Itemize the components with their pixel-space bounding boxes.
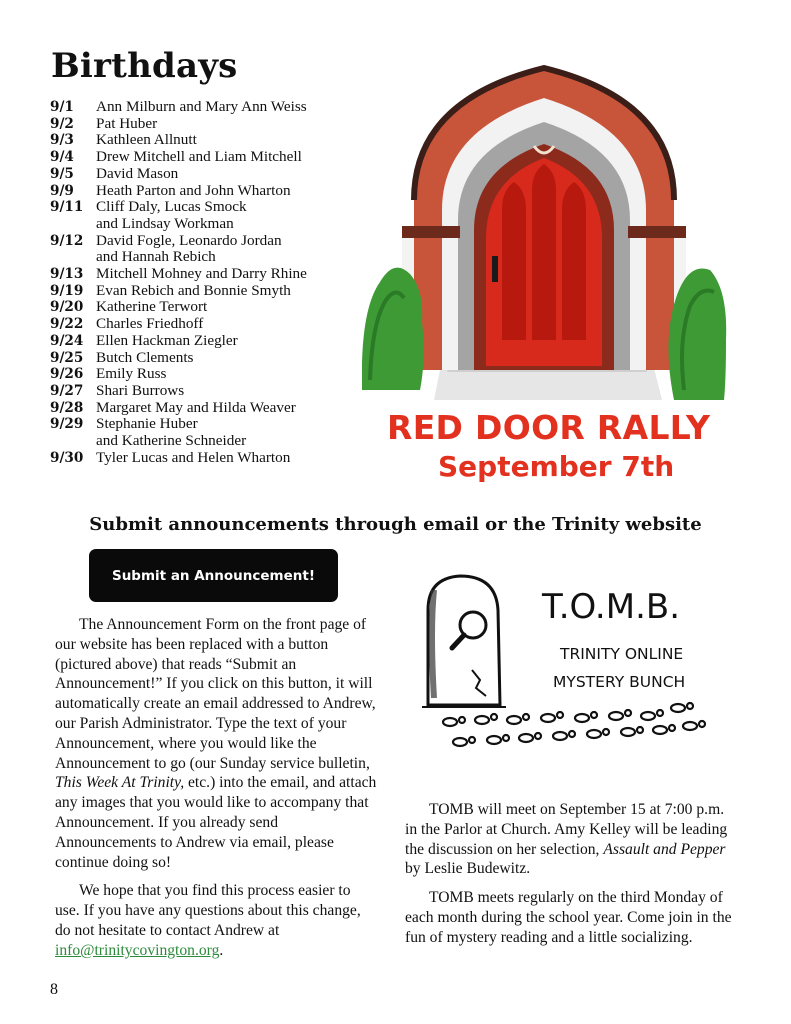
submit-announcement-button[interactable]: Submit an Announcement! bbox=[89, 549, 338, 602]
birthday-names bbox=[96, 283, 370, 300]
announcement-paragraph-1: The Announcement Form on the front page of our website has been replaced with a button (pictured above) that reads “Submit an Announcement!” If you click on this button, it will automatically create an email addressed to Andrew, our Parish Administrator. Type the text of your Announcement, where you would like the Announcement to go (our Sunday service bulletin, This Week At Trinity, etc.) into the email, and attach any images that you would like to accompany that Announcement. If you already send Announcements to Andrew via email, please continue doing so! bbox=[55, 616, 377, 871]
tombstone bbox=[428, 576, 500, 705]
birthday-row bbox=[50, 199, 370, 232]
birthday-list bbox=[50, 99, 370, 466]
rally-date: September 7th bbox=[438, 450, 675, 483]
birthday-name-line: David Fogle, Leonardo Jordan bbox=[96, 231, 282, 249]
birthday-date: 9/28 bbox=[50, 399, 84, 416]
birthday-names bbox=[96, 183, 370, 200]
birthday-row bbox=[50, 333, 370, 350]
birthday-names bbox=[96, 199, 370, 232]
birthdays-title: Birthdays bbox=[51, 46, 238, 86]
announcement-paragraph-2: We hope that you find this process easier to use. If you have any questions about this change, do not hesitate to contact Andrew at info@trinitycovington.org. bbox=[55, 882, 361, 959]
birthday-date: 9/12 bbox=[50, 232, 84, 249]
birthday-row bbox=[50, 266, 370, 283]
birthday-date: 9/24 bbox=[50, 332, 84, 349]
birthday-row bbox=[50, 116, 370, 133]
birthday-names bbox=[96, 383, 370, 400]
birthday-name-line: and Katherine Schneider bbox=[96, 432, 247, 450]
birthday-names bbox=[96, 366, 370, 383]
birthday-date: 9/3 bbox=[50, 132, 74, 149]
birthday-name-line: Margaret May and Hilda Weaver bbox=[96, 398, 296, 416]
birthday-row bbox=[50, 400, 370, 417]
birthday-name-line: Butch Clements bbox=[96, 348, 194, 366]
birthday-row bbox=[50, 366, 370, 383]
tomb-logo-title: T.O.M.B. bbox=[542, 587, 681, 627]
birthday-names bbox=[96, 166, 370, 183]
birthday-name-line: Ellen Hackman Ziegler bbox=[96, 331, 238, 349]
birthday-names bbox=[96, 233, 370, 266]
birthday-row bbox=[50, 166, 370, 183]
birthday-names bbox=[96, 99, 370, 116]
birthday-date: 9/19 bbox=[50, 282, 84, 299]
birthday-row bbox=[50, 450, 370, 467]
birthday-row bbox=[50, 132, 370, 149]
birthday-name-line: Ann Milburn and Mary Ann Weiss bbox=[96, 98, 307, 115]
birthday-row bbox=[50, 299, 370, 316]
tomb-logo bbox=[420, 570, 720, 755]
birthday-name-line: Kathleen Allnutt bbox=[96, 131, 197, 149]
birthday-row bbox=[50, 350, 370, 367]
red-door-illustration bbox=[362, 60, 727, 405]
birthday-name-line: and Lindsay Workman bbox=[96, 214, 234, 232]
birthday-name-line: Shari Burrows bbox=[96, 381, 185, 399]
tomb-paragraph-2: TOMB meets regularly on the third Monday of each month during the school year. Come join in the fun of mystery reading and a little socializing. bbox=[405, 889, 732, 946]
birthday-date: 9/5 bbox=[50, 165, 74, 182]
right-ledge bbox=[628, 226, 686, 238]
tomb-logo-line-2: MYSTERY BUNCH bbox=[553, 673, 686, 691]
footprints bbox=[443, 703, 705, 746]
birthday-name-line: Stephanie Huber bbox=[96, 415, 198, 433]
announcements-heading: Submit announcements through email or the Trinity website bbox=[89, 514, 702, 535]
birthday-names bbox=[96, 450, 370, 467]
birthday-names bbox=[96, 299, 370, 316]
door-panel-left bbox=[502, 182, 526, 340]
birthday-date: 9/25 bbox=[50, 349, 84, 366]
door-panel-middle bbox=[532, 164, 556, 340]
tomb-body bbox=[405, 800, 735, 957]
birthday-names bbox=[96, 132, 370, 149]
birthday-date: 9/4 bbox=[50, 149, 74, 166]
birthday-date: 9/1 bbox=[50, 99, 74, 115]
birthday-names bbox=[96, 116, 370, 133]
door-handle bbox=[492, 256, 498, 282]
birthday-name-line: Evan Rebich and Bonnie Smyth bbox=[96, 281, 291, 299]
birthday-row bbox=[50, 316, 370, 333]
tomb-paragraph-1: TOMB will meet on September 15 at 7:00 p.m. in the Parlor at Church. Amy Kelley will be leading the discussion on her selection, Assault and Pepper by Leslie Budewitz. bbox=[405, 801, 728, 878]
birthday-date: 9/13 bbox=[50, 266, 84, 283]
birthday-name-line: Cliff Daly, Lucas Smock bbox=[96, 198, 247, 216]
tomb-logo-line-1: TRINITY ONLINE bbox=[560, 645, 684, 663]
birthday-name-line: David Mason bbox=[96, 164, 179, 182]
birthday-date: 9/9 bbox=[50, 182, 74, 199]
birthday-row bbox=[50, 283, 370, 300]
left-ledge bbox=[402, 226, 460, 238]
birthday-date: 9/20 bbox=[50, 299, 84, 316]
birthday-name-line: Katherine Terwort bbox=[96, 298, 208, 316]
birthday-row bbox=[50, 233, 370, 266]
birthday-names bbox=[96, 400, 370, 417]
birthday-date: 9/30 bbox=[50, 449, 84, 466]
birthday-name-line: Drew Mitchell and Liam Mitchell bbox=[96, 148, 302, 166]
birthday-names bbox=[96, 316, 370, 333]
birthday-date: 9/11 bbox=[50, 199, 84, 216]
email-link[interactable]: info@trinitycovington.org bbox=[55, 941, 220, 959]
birthday-name-line: Charles Friedhoff bbox=[96, 315, 204, 333]
birthday-row bbox=[50, 183, 370, 200]
birthday-row bbox=[50, 383, 370, 400]
birthday-names bbox=[96, 416, 370, 449]
birthday-names bbox=[96, 333, 370, 350]
birthday-row bbox=[50, 149, 370, 166]
birthday-row bbox=[50, 416, 370, 449]
birthday-name-line: Emily Russ bbox=[96, 365, 167, 383]
tombstone-texture bbox=[432, 590, 434, 698]
birthday-date: 9/27 bbox=[50, 382, 84, 399]
birthday-date: 9/29 bbox=[50, 416, 84, 433]
announcements-body bbox=[55, 615, 377, 970]
door-panel-right bbox=[562, 182, 586, 340]
birthday-names bbox=[96, 350, 370, 367]
birthday-date: 9/22 bbox=[50, 316, 84, 333]
birthday-name-line: Mitchell Mohney and Darry Rhine bbox=[96, 265, 307, 283]
birthday-name-line: and Hannah Rebich bbox=[96, 248, 216, 266]
rally-title: RED DOOR RALLY bbox=[387, 408, 711, 447]
birthday-names bbox=[96, 149, 370, 166]
birthday-name-line: Heath Parton and John Wharton bbox=[96, 181, 291, 199]
birthday-row bbox=[50, 99, 370, 116]
page-number: 8 bbox=[50, 981, 58, 998]
birthday-date: 9/26 bbox=[50, 366, 84, 383]
birthday-date: 9/2 bbox=[50, 115, 74, 132]
birthday-names bbox=[96, 266, 370, 283]
birthday-name-line: Pat Huber bbox=[96, 114, 158, 132]
birthday-name-line: Tyler Lucas and Helen Wharton bbox=[96, 448, 291, 466]
